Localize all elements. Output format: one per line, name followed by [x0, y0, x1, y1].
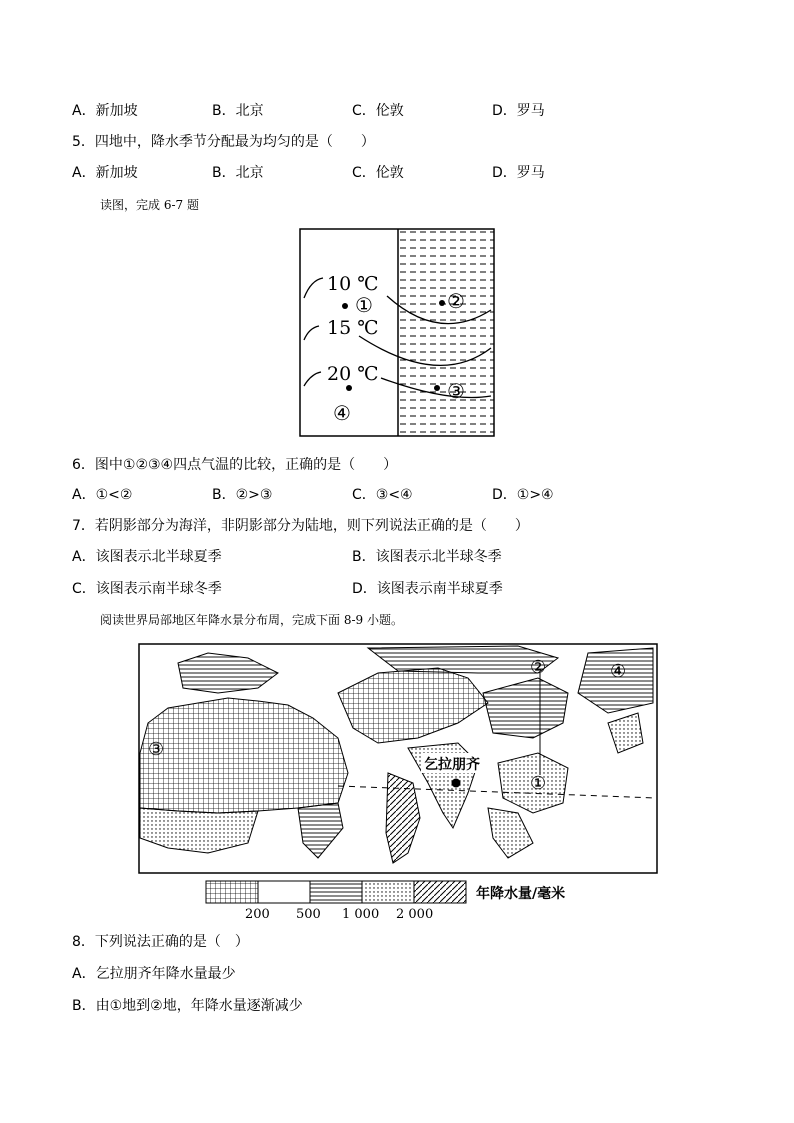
map-point-3: ③ [148, 739, 165, 760]
map-point-1: ① [530, 773, 547, 794]
q7-stem: 7．若阴影部分为海洋，非阴影部分为陆地，则下列说法正确的是（ ） [72, 518, 529, 534]
q4-option-d: D．罗马 [492, 103, 545, 119]
isotherm-label-20: 20 ℃ [327, 363, 379, 385]
q6-option-b: B．②>③ [212, 487, 273, 503]
intro-8-9: 阅读世界局部地区年降水景分布周，完成下面 8-9 小题。 [100, 613, 403, 627]
isotherm-label-15: 15 ℃ [327, 317, 379, 339]
legend-value-200: 200 [245, 907, 270, 920]
point-3-label: ③ [447, 379, 465, 403]
q5-stem: 5．四地中，降水季节分配最为均匀的是（ ） [72, 134, 375, 150]
point-2-label: ② [447, 289, 465, 313]
intro-6-7: 读图，完成 6-7 题 [100, 198, 199, 212]
legend-swatch-200-500 [258, 881, 310, 903]
q4-option-c: C．伦敦 [352, 103, 404, 119]
ocean-shading [398, 229, 494, 436]
legend-value-500: 500 [296, 907, 321, 920]
q8-option-a: A．乞拉朋齐年降水量最少 [72, 966, 236, 982]
q5-option-d: D．罗马 [492, 165, 545, 181]
point-4-dot [346, 385, 352, 391]
q4-option-a: A．新加坡 [72, 103, 138, 119]
point-1-label: ① [355, 293, 373, 317]
q7-option-a: A．该图表示北半球夏季 [72, 549, 222, 565]
map-point-4: ④ [610, 661, 627, 682]
q7-option-b: B．该图表示北半球冬季 [352, 549, 502, 565]
q7-option-c: C．该图表示南半球冬季 [72, 581, 222, 597]
q6-option-a: A．①<② [72, 487, 133, 503]
q8-option-b: B．由①地到②地，年降水量逐渐减少 [72, 998, 303, 1014]
point-4-label: ④ [333, 401, 351, 425]
q7-option-d: D．该图表示南半球夏季 [352, 581, 503, 597]
point-2-dot [439, 300, 445, 306]
precipitation-legend [200, 878, 600, 920]
isotherm-label-10: 10 ℃ [327, 273, 379, 295]
q6-stem: 6．图中①②③④四点气温的比较，正确的是（ ） [72, 457, 398, 473]
legend-value-2000: 2 000 [396, 907, 434, 920]
isotherm-diagram [299, 228, 496, 438]
precipitation-map [138, 643, 658, 878]
city-label: 乞拉朋齐 [424, 757, 480, 773]
q5-option-c: C．伦敦 [352, 165, 404, 181]
q5-option-b: B．北京 [212, 165, 264, 181]
legend-swatch-500-1000 [310, 881, 362, 903]
legend-value-1000: 1 000 [342, 907, 380, 920]
legend-swatch-gt2000 [414, 881, 466, 903]
point-3-dot [434, 385, 440, 391]
q8-stem: 8．下列说法正确的是（ ） [72, 934, 249, 950]
map-point-2: ② [530, 657, 547, 678]
q6-option-d: D．①>④ [492, 487, 554, 503]
legend-swatch-1000-2000 [362, 881, 414, 903]
legend-swatch-lt200 [206, 881, 258, 903]
legend-unit: 年降水量/毫米 [476, 886, 566, 902]
q6-option-c: C．③<④ [352, 487, 413, 503]
q5-option-a: A．新加坡 [72, 165, 138, 181]
city-dot [452, 779, 461, 788]
q4-option-b: B．北京 [212, 103, 264, 119]
point-1-dot [342, 303, 348, 309]
